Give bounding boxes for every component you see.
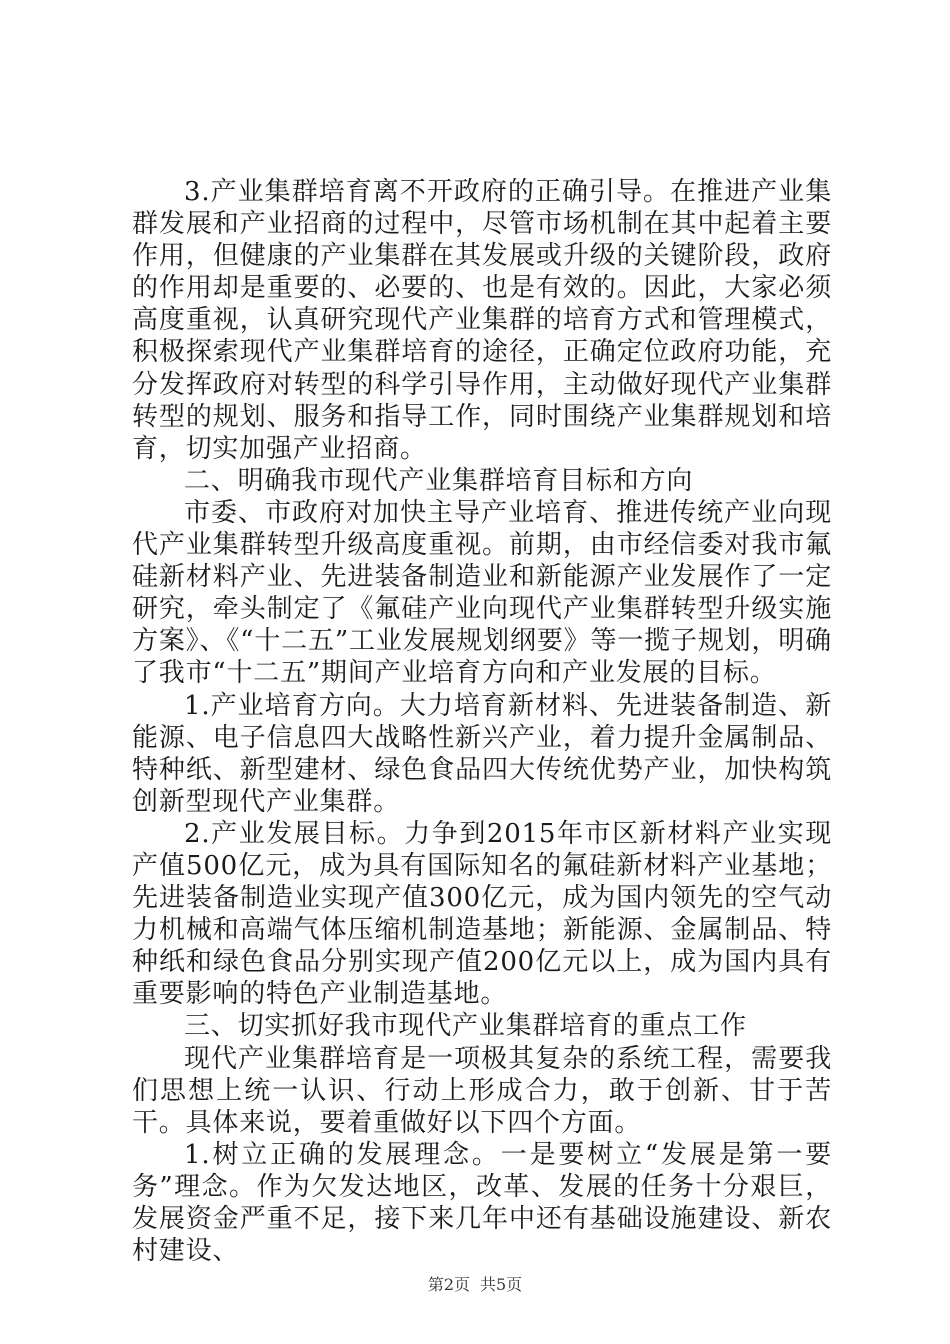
paragraph-development-goals: 2.产业发展目标。力争到2015年市区新材料产业实现产值500亿元，成为具有国际知名的氟硅新材料产业基地；先进装备制造业实现产值300亿元，成为国内领先的空气动力机械和高端气体压缩机制造基地；新能源、金属制品、特种纸和绿色食品分别实现产值200亿元以上，成为国内具有重要影响的特色产业制造基地。 — [132, 818, 832, 1010]
paragraph-development-concept: 1.树立正确的发展理念。一是要树立“发展是第一要务”理念。作为欠发达地区，改革、发展的任务十分艰巨，发展资金严重不足，接下来几年中还有基础设施建设、新农村建设、 — [132, 1139, 832, 1267]
page-total: 共5页 — [480, 1275, 523, 1294]
paragraph-city-policy: 市委、市政府对加快主导产业培育、推进传统产业向现代产业集群转型升级高度重视。前期，由市经信委对我市氟硅新材料产业、先进装备制造业和新能源产业发展作了一定研究，牵头制定了《氟硅产业向现代产业集群转型升级实施方案》、《“十二五”工业发展规划纲要》等一揽子规划，明确了我市“十二五”期间产业培育方向和产业发展的目标。 — [132, 497, 832, 689]
paragraph-industry-direction: 1.产业培育方向。大力培育新材料、先进装备制造、新能源、电子信息四大战略性新兴产业，着力提升金属制品、特种纸、新型建材、绿色食品四大传统优势产业，加快构筑创新型现代产业集群。 — [132, 690, 832, 817]
section-heading-2: 二、明确我市现代产业集群培育目标和方向 — [184, 465, 694, 496]
paragraph-government-guidance: 3.产业集群培育离不开政府的正确引导。在推进产业集群发展和产业招商的过程中，尽管市场机制在其中起着主要作用，但健康的产业集群在其发展或升级的关键阶段，政府的作用却是重要的、必要的、也是有效的。因此，大家必须高度重视，认真研究现代产业集群的培育方式和管理模式，积极探索现代产业集群培育的途径，正确定位政府功能，充分发挥政府对转型的科学引导作用，主动做好现代产业集群转型的规划、服务和指导工作，同时围绕产业集群规划和培育，切实加强产业招商。 — [132, 177, 832, 464]
paragraph-system-engineering: 现代产业集群培育是一项极其复杂的系统工程，需要我们思想上统一认识、行动上形成合力，敢于创新、甘于苦干。具体来说，要着重做好以下四个方面。 — [132, 1043, 832, 1138]
section-heading-3: 三、切实抓好我市现代产业集群培育的重点工作 — [184, 1011, 747, 1042]
page-number: 第2页 — [427, 1275, 470, 1294]
document-body — [132, 176, 832, 1267]
page-footer — [0, 1272, 950, 1295]
